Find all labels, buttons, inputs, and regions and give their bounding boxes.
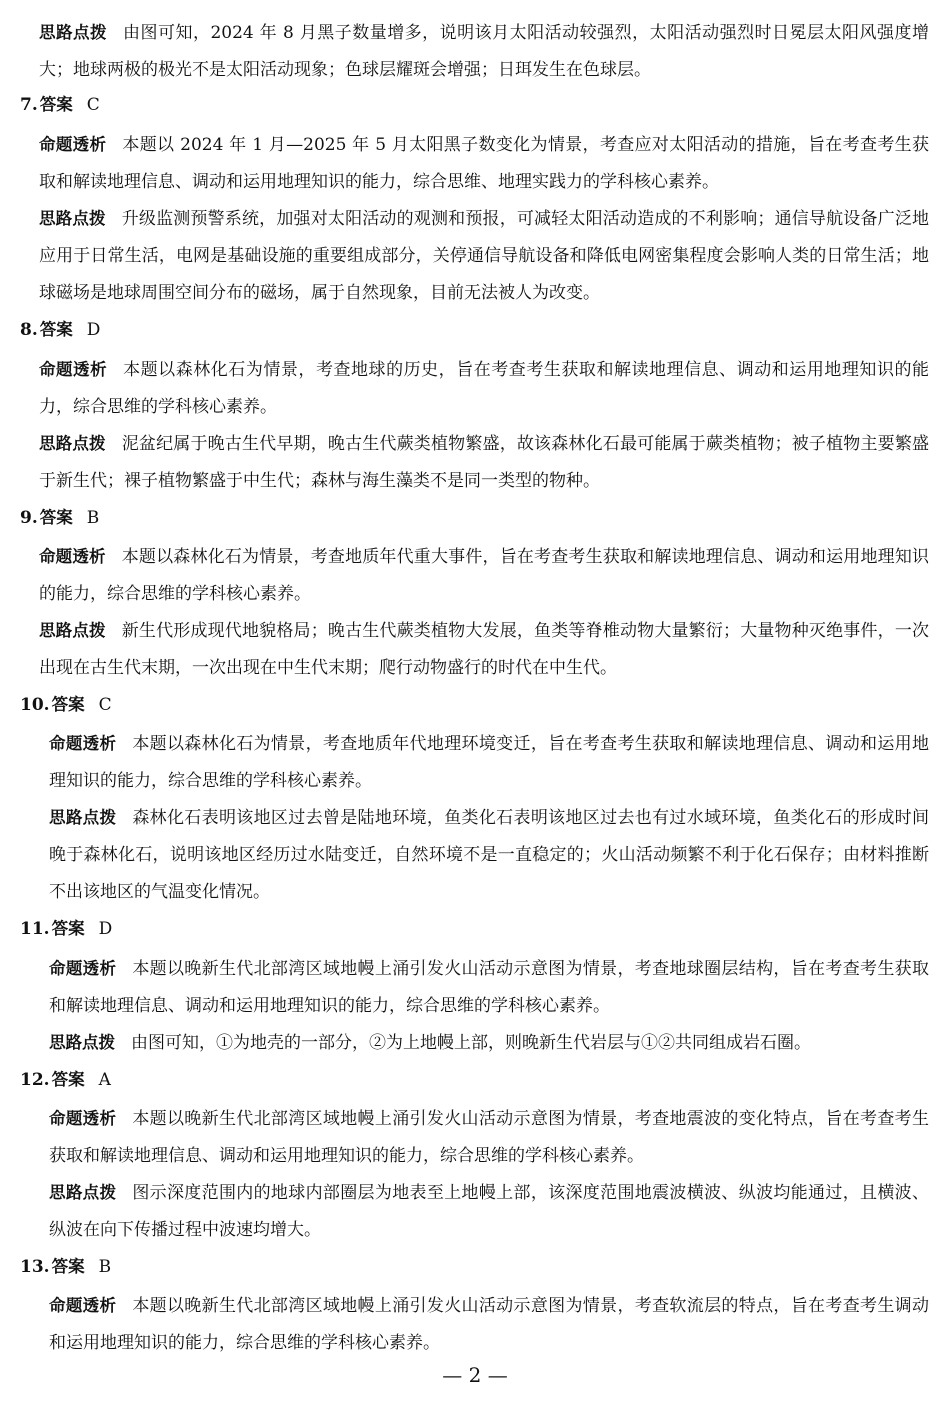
question-number: 10. [20,695,50,715]
answer-label: 答案 [39,320,73,339]
hint-text: 新生代形成现代地貌格局；晚古生代蕨类植物大发展，鱼类等脊椎动物大量繁衍；大量物种灭绝事件，一次出现在古生代末期，一次出现在中生代末期；爬行动物盛行的时代在中生代。 [39,621,930,678]
analysis-paragraph [39,538,929,613]
answer-label: 答案 [39,508,73,527]
hint-paragraph [39,200,929,312]
answer-value: C [86,95,100,115]
hint-label: 思路点拨 [39,209,106,228]
question-number: 13. [20,1257,50,1277]
hint-text: 由图可知，2024 年 8 月黑子数量增多，说明该月太阳活动较强烈，太阳活动强烈时日冕层太阳风强度增大；地球两极的极光不是太阳活动现象；色球层耀斑会增强；日珥发生在色球层。 [39,23,930,80]
answer-line-7 [20,92,100,118]
question-number: 7. [20,95,38,115]
answer-line-9 [20,505,99,531]
hint-label: 思路点拨 [49,1183,117,1202]
analysis-text: 本题以森林化石为情景，考查地质年代重大事件，旨在考查考生获取和解读地理信息、调动和运用地理知识的能力，综合思维的学科核心素养。 [39,547,930,604]
analysis-text: 本题以晚新生代北部湾区域地幔上涌引发火山活动示意图为情景，考查地球圈层结构，旨在考查考生获取和解读地理信息、调动和运用地理知识的能力，综合思维的学科核心素养。 [49,959,930,1016]
answer-value: B [86,508,100,528]
analysis-paragraph [39,126,929,201]
hint-paragraph [39,425,929,500]
analysis-paragraph [39,351,929,426]
answer-label: 答案 [51,919,85,938]
question-number: 9. [20,508,38,528]
answer-label: 答案 [51,695,85,714]
hint-label: 思路点拨 [39,621,106,640]
question-number: 8. [20,320,38,340]
hint-label: 思路点拨 [49,808,117,827]
hint-paragraph [39,612,929,687]
analysis-label: 命题透析 [49,1109,117,1128]
analysis-label: 命题透析 [39,547,106,566]
answer-label: 答案 [39,95,73,114]
hint-label: 思路点拨 [39,434,106,453]
answer-value: B [98,1257,112,1277]
analysis-paragraph [49,1287,929,1362]
hint-paragraph [49,799,929,911]
hint-text: 图示深度范围内的地球内部圈层为地表至上地幔上部，该深度范围地震波横波、纵波均能通过，且横波、纵波在向下传播过程中波速均增大。 [49,1183,930,1240]
analysis-label: 命题透析 [39,360,108,379]
answer-value: D [98,919,113,939]
analysis-label: 命题透析 [49,959,117,978]
analysis-label: 命题透析 [39,135,107,154]
analysis-paragraph [49,725,929,800]
hint-paragraph [49,1174,929,1249]
answer-line-13 [20,1254,111,1280]
answer-line-10 [20,692,112,718]
answer-value: A [98,1070,111,1090]
answer-line-8 [20,317,100,343]
analysis-text: 本题以晚新生代北部湾区域地幔上涌引发火山活动示意图为情景，考查地震波的变化特点，旨在考查考生获取和解读地理信息、调动和运用地理知识的能力，综合思维的学科核心素养。 [49,1109,930,1166]
analysis-text: 本题以晚新生代北部湾区域地幔上涌引发火山活动示意图为情景，考查软流层的特点，旨在考查考生调动和运用地理知识的能力，综合思维的学科核心素养。 [49,1296,930,1353]
hint-label: 思路点拨 [49,1033,115,1052]
analysis-text: 本题以 2024 年 1 月—2025 年 5 月太阳黑子数变化为情景，考查应对太阳活动的措施，旨在考查考生获取和解读地理信息、调动和运用地理知识的能力，综合思维、地理实践力的学科核心素养。 [39,135,930,192]
question-number: 11. [20,919,50,939]
answer-label: 答案 [51,1070,85,1089]
question-number: 12. [20,1070,50,1090]
answer-line-11 [20,916,112,942]
analysis-text: 本题以森林化石为情景，考查地质年代地理环境变迁，旨在考查考生获取和解读地理信息、调动和运用地理知识的能力，综合思维的学科核心素养。 [49,734,930,791]
answer-value: C [98,695,112,715]
answer-line-12 [20,1067,111,1093]
hint-text: 森林化石表明该地区过去曾是陆地环境，鱼类化石表明该地区过去也有过水域环境，鱼类化石的形成时间晚于森林化石，说明该地区经历过水陆变迁，自然环境不是一直稳定的；火山活动频繁不利于化石保存；由材料推断不出该地区的气温变化情况。 [49,808,930,902]
answer-label: 答案 [51,1257,85,1276]
analysis-text: 本题以森林化石为情景，考查地球的历史，旨在考查考生获取和解读地理信息、调动和运用地理知识的能力，综合思维的学科核心素养。 [39,360,930,417]
hint-text: 升级监测预警系统，加强对太阳活动的观测和预报，可减轻太阳活动造成的不利影响；通信导航设备广泛地应用于日常生活，电网是基础设施的重要组成部分，关停通信导航设备和降低电网密集程度会影响人类的日常生活；地球磁场是地球周围空间分布的磁场，属于自然现象，目前无法被人为改变。 [39,209,930,303]
hint-label: 思路点拨 [39,23,107,42]
hint-paragraph [49,1024,929,1062]
hint-text: 泥盆纪属于晚古生代早期，晚古生代蕨类植物繁盛，故该森林化石最可能属于蕨类植物；被子植物主要繁盛于新生代；裸子植物繁盛于中生代；森林与海生藻类不是同一类型的物种。 [39,434,930,491]
analysis-label: 命题透析 [49,1296,117,1315]
page-number: — 2 — [442,1363,508,1387]
analysis-paragraph [49,950,929,1025]
answer-value: D [86,320,101,340]
hint-text: 由图可知，①为地壳的一部分，②为上地幔上部，则晚新生代岩层与①②共同组成岩石圈。 [131,1033,811,1053]
hint-paragraph [39,14,929,89]
analysis-label: 命题透析 [49,734,117,753]
analysis-paragraph [49,1100,929,1175]
